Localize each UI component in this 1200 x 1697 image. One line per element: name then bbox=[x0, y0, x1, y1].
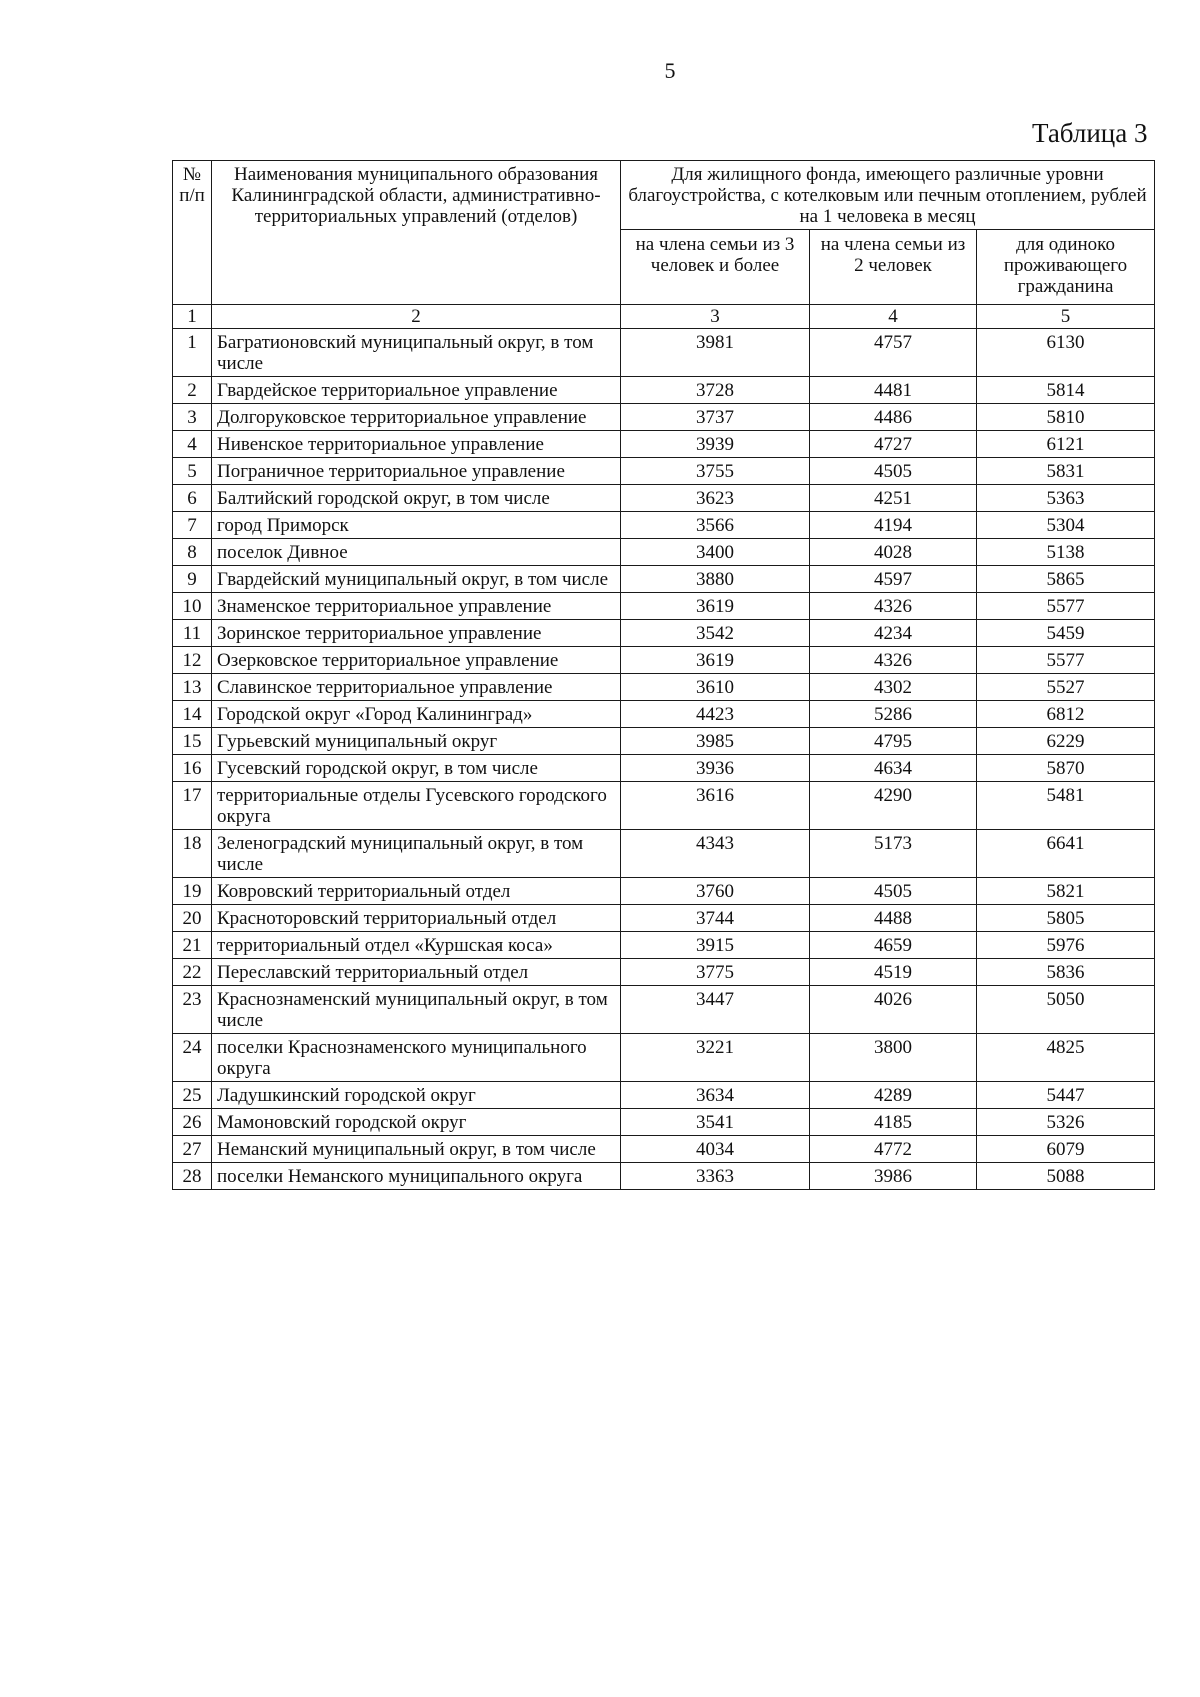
row-name: город Приморск bbox=[212, 512, 621, 539]
row-number: 13 bbox=[173, 674, 212, 701]
header-col-num: № п/п bbox=[173, 161, 212, 305]
row-value-3: 4343 bbox=[621, 830, 810, 878]
row-value-5: 4825 bbox=[977, 1034, 1155, 1082]
row-value-5: 5138 bbox=[977, 539, 1155, 566]
row-value-5: 5831 bbox=[977, 458, 1155, 485]
row-number: 16 bbox=[173, 755, 212, 782]
row-number: 7 bbox=[173, 512, 212, 539]
table-row bbox=[173, 539, 1155, 566]
row-value-3: 3400 bbox=[621, 539, 810, 566]
row-name: Зоринское территориальное управление bbox=[212, 620, 621, 647]
row-value-4: 4028 bbox=[810, 539, 977, 566]
row-value-5: 5447 bbox=[977, 1082, 1155, 1109]
row-name: Неманский муниципальный округ, в том числе bbox=[212, 1136, 621, 1163]
row-number: 5 bbox=[173, 458, 212, 485]
row-number: 11 bbox=[173, 620, 212, 647]
row-name: Багратионовский муниципальный округ, в том числе bbox=[212, 329, 621, 377]
table-row bbox=[173, 647, 1155, 674]
row-value-3: 3616 bbox=[621, 782, 810, 830]
row-value-4: 4486 bbox=[810, 404, 977, 431]
row-value-4: 4505 bbox=[810, 458, 977, 485]
table-row bbox=[173, 593, 1155, 620]
table-body bbox=[173, 329, 1155, 1190]
table-row bbox=[173, 329, 1155, 377]
row-value-3: 3936 bbox=[621, 755, 810, 782]
row-value-3: 4423 bbox=[621, 701, 810, 728]
table-row bbox=[173, 932, 1155, 959]
header-col-5: для одиноко проживающего гражданина bbox=[977, 230, 1155, 305]
row-value-5: 6121 bbox=[977, 431, 1155, 458]
row-name: Гвардейское территориальное управление bbox=[212, 377, 621, 404]
row-name: Славинское территориальное управление bbox=[212, 674, 621, 701]
row-value-4: 4251 bbox=[810, 485, 977, 512]
row-number: 22 bbox=[173, 959, 212, 986]
row-number: 2 bbox=[173, 377, 212, 404]
row-value-5: 6130 bbox=[977, 329, 1155, 377]
row-name: Гвардейский муниципальный округ, в том числе bbox=[212, 566, 621, 593]
row-value-3: 3542 bbox=[621, 620, 810, 647]
row-name: Ладушкинский городской округ bbox=[212, 1082, 621, 1109]
table-row bbox=[173, 458, 1155, 485]
header-col-4: на члена семьи из 2 человек bbox=[810, 230, 977, 305]
row-value-4: 4659 bbox=[810, 932, 977, 959]
row-value-3: 3939 bbox=[621, 431, 810, 458]
row-value-5: 5870 bbox=[977, 755, 1155, 782]
data-table bbox=[172, 160, 1155, 1190]
table-row bbox=[173, 782, 1155, 830]
row-value-5: 5821 bbox=[977, 878, 1155, 905]
table-row bbox=[173, 404, 1155, 431]
page-number: 5 bbox=[664, 58, 676, 83]
row-value-3: 3981 bbox=[621, 329, 810, 377]
row-name: Балтийский городской округ, в том числе bbox=[212, 485, 621, 512]
index-cell: 1 bbox=[173, 305, 212, 329]
row-value-4: 4026 bbox=[810, 986, 977, 1034]
index-cell: 5 bbox=[977, 305, 1155, 329]
row-name: Красноторовский территориальный отдел bbox=[212, 905, 621, 932]
table-row bbox=[173, 1082, 1155, 1109]
row-value-3: 3744 bbox=[621, 905, 810, 932]
table-row bbox=[173, 566, 1155, 593]
header-col-3: на члена семьи из 3 человек и более bbox=[621, 230, 810, 305]
row-name: Мамоновский городской округ bbox=[212, 1109, 621, 1136]
row-value-4: 4194 bbox=[810, 512, 977, 539]
row-value-5: 5527 bbox=[977, 674, 1155, 701]
index-cell: 3 bbox=[621, 305, 810, 329]
row-value-4: 4727 bbox=[810, 431, 977, 458]
row-value-5: 6641 bbox=[977, 830, 1155, 878]
header-col-group: Для жилищного фонда, имеющего различные уровни благоустройства, с котелковым или печным отоплением, рублей на 1 человека в месяц bbox=[621, 161, 1155, 230]
row-number: 10 bbox=[173, 593, 212, 620]
row-value-5: 5577 bbox=[977, 647, 1155, 674]
row-value-5: 5865 bbox=[977, 566, 1155, 593]
row-number: 9 bbox=[173, 566, 212, 593]
table-row bbox=[173, 830, 1155, 878]
row-number: 18 bbox=[173, 830, 212, 878]
row-value-5: 5459 bbox=[977, 620, 1155, 647]
row-name: Знаменское территориальное управление bbox=[212, 593, 621, 620]
row-value-5: 5088 bbox=[977, 1163, 1155, 1190]
row-value-4: 4289 bbox=[810, 1082, 977, 1109]
row-value-5: 6079 bbox=[977, 1136, 1155, 1163]
row-number: 25 bbox=[173, 1082, 212, 1109]
table-row bbox=[173, 959, 1155, 986]
row-name: Переславский территориальный отдел bbox=[212, 959, 621, 986]
table-row bbox=[173, 905, 1155, 932]
row-number: 8 bbox=[173, 539, 212, 566]
row-value-4: 4481 bbox=[810, 377, 977, 404]
row-value-4: 3986 bbox=[810, 1163, 977, 1190]
row-name: Гусевский городской округ, в том числе bbox=[212, 755, 621, 782]
table-title: Таблица 3 bbox=[1032, 118, 1148, 148]
row-name: Городской округ «Город Калининград» bbox=[212, 701, 621, 728]
row-value-4: 4795 bbox=[810, 728, 977, 755]
row-value-5: 5805 bbox=[977, 905, 1155, 932]
table-row bbox=[173, 1109, 1155, 1136]
table-row bbox=[173, 1034, 1155, 1082]
row-number: 4 bbox=[173, 431, 212, 458]
row-value-5: 5050 bbox=[977, 986, 1155, 1034]
row-value-3: 3566 bbox=[621, 512, 810, 539]
row-value-5: 5577 bbox=[977, 593, 1155, 620]
table-row bbox=[173, 620, 1155, 647]
row-name: территориальный отдел «Куршская коса» bbox=[212, 932, 621, 959]
row-value-3: 3363 bbox=[621, 1163, 810, 1190]
row-value-5: 5304 bbox=[977, 512, 1155, 539]
row-value-4: 4519 bbox=[810, 959, 977, 986]
row-number: 23 bbox=[173, 986, 212, 1034]
row-value-4: 4302 bbox=[810, 674, 977, 701]
table-row bbox=[173, 1136, 1155, 1163]
row-value-4: 5173 bbox=[810, 830, 977, 878]
row-value-3: 3447 bbox=[621, 986, 810, 1034]
row-number: 17 bbox=[173, 782, 212, 830]
row-value-3: 4034 bbox=[621, 1136, 810, 1163]
row-number: 21 bbox=[173, 932, 212, 959]
table-row bbox=[173, 377, 1155, 404]
header-col-name: Наименования муниципального образования Калининградской области, административно-территориальных управлений (отделов) bbox=[212, 161, 621, 305]
row-name: Долгоруковское территориальное управление bbox=[212, 404, 621, 431]
row-value-4: 4234 bbox=[810, 620, 977, 647]
row-number: 20 bbox=[173, 905, 212, 932]
row-number: 24 bbox=[173, 1034, 212, 1082]
row-value-4: 4290 bbox=[810, 782, 977, 830]
row-value-4: 4505 bbox=[810, 878, 977, 905]
row-name: Нивенское территориальное управление bbox=[212, 431, 621, 458]
row-value-4: 3800 bbox=[810, 1034, 977, 1082]
index-cell: 4 bbox=[810, 305, 977, 329]
row-value-5: 5363 bbox=[977, 485, 1155, 512]
row-value-3: 3728 bbox=[621, 377, 810, 404]
row-number: 27 bbox=[173, 1136, 212, 1163]
row-value-4: 4185 bbox=[810, 1109, 977, 1136]
row-value-4: 4326 bbox=[810, 647, 977, 674]
table-row bbox=[173, 755, 1155, 782]
row-number: 3 bbox=[173, 404, 212, 431]
row-name: Озерковское территориальное управление bbox=[212, 647, 621, 674]
row-name: Пограничное территориальное управление bbox=[212, 458, 621, 485]
row-value-4: 5286 bbox=[810, 701, 977, 728]
row-value-4: 4597 bbox=[810, 566, 977, 593]
index-cell: 2 bbox=[212, 305, 621, 329]
row-number: 19 bbox=[173, 878, 212, 905]
table-row bbox=[173, 512, 1155, 539]
row-value-3: 3619 bbox=[621, 647, 810, 674]
row-value-3: 3737 bbox=[621, 404, 810, 431]
row-name: Зеленоградский муниципальный округ, в том числе bbox=[212, 830, 621, 878]
row-value-5: 6812 bbox=[977, 701, 1155, 728]
row-value-5: 5976 bbox=[977, 932, 1155, 959]
row-value-5: 5836 bbox=[977, 959, 1155, 986]
row-value-3: 3880 bbox=[621, 566, 810, 593]
row-number: 12 bbox=[173, 647, 212, 674]
row-value-5: 5326 bbox=[977, 1109, 1155, 1136]
row-name: поселки Неманского муниципального округа bbox=[212, 1163, 621, 1190]
table-row bbox=[173, 485, 1155, 512]
row-value-3: 3755 bbox=[621, 458, 810, 485]
table-row bbox=[173, 674, 1155, 701]
table-row bbox=[173, 431, 1155, 458]
row-number: 6 bbox=[173, 485, 212, 512]
row-value-5: 5481 bbox=[977, 782, 1155, 830]
row-name: поселки Краснознаменского муниципального округа bbox=[212, 1034, 621, 1082]
row-value-4: 4772 bbox=[810, 1136, 977, 1163]
row-name: территориальные отделы Гусевского городского округа bbox=[212, 782, 621, 830]
row-name: Ковровский территориальный отдел bbox=[212, 878, 621, 905]
table-row bbox=[173, 728, 1155, 755]
row-value-3: 3915 bbox=[621, 932, 810, 959]
row-value-3: 3623 bbox=[621, 485, 810, 512]
row-value-4: 4634 bbox=[810, 755, 977, 782]
row-number: 14 bbox=[173, 701, 212, 728]
row-number: 15 bbox=[173, 728, 212, 755]
row-value-3: 3541 bbox=[621, 1109, 810, 1136]
index-row bbox=[173, 305, 1155, 329]
row-number: 28 bbox=[173, 1163, 212, 1190]
row-value-5: 5814 bbox=[977, 377, 1155, 404]
row-value-3: 3775 bbox=[621, 959, 810, 986]
table-row bbox=[173, 878, 1155, 905]
row-value-5: 5810 bbox=[977, 404, 1155, 431]
table-row bbox=[173, 986, 1155, 1034]
row-value-3: 3619 bbox=[621, 593, 810, 620]
row-value-4: 4488 bbox=[810, 905, 977, 932]
row-value-4: 4326 bbox=[810, 593, 977, 620]
row-value-5: 6229 bbox=[977, 728, 1155, 755]
table-row bbox=[173, 1163, 1155, 1190]
row-value-3: 3760 bbox=[621, 878, 810, 905]
row-name: Краснознаменский муниципальный округ, в том числе bbox=[212, 986, 621, 1034]
row-name: поселок Дивное bbox=[212, 539, 621, 566]
row-value-4: 4757 bbox=[810, 329, 977, 377]
row-number: 1 bbox=[173, 329, 212, 377]
table-row bbox=[173, 701, 1155, 728]
row-number: 26 bbox=[173, 1109, 212, 1136]
row-value-3: 3634 bbox=[621, 1082, 810, 1109]
row-name: Гурьевский муниципальный округ bbox=[212, 728, 621, 755]
row-value-3: 3610 bbox=[621, 674, 810, 701]
row-value-3: 3985 bbox=[621, 728, 810, 755]
row-value-3: 3221 bbox=[621, 1034, 810, 1082]
